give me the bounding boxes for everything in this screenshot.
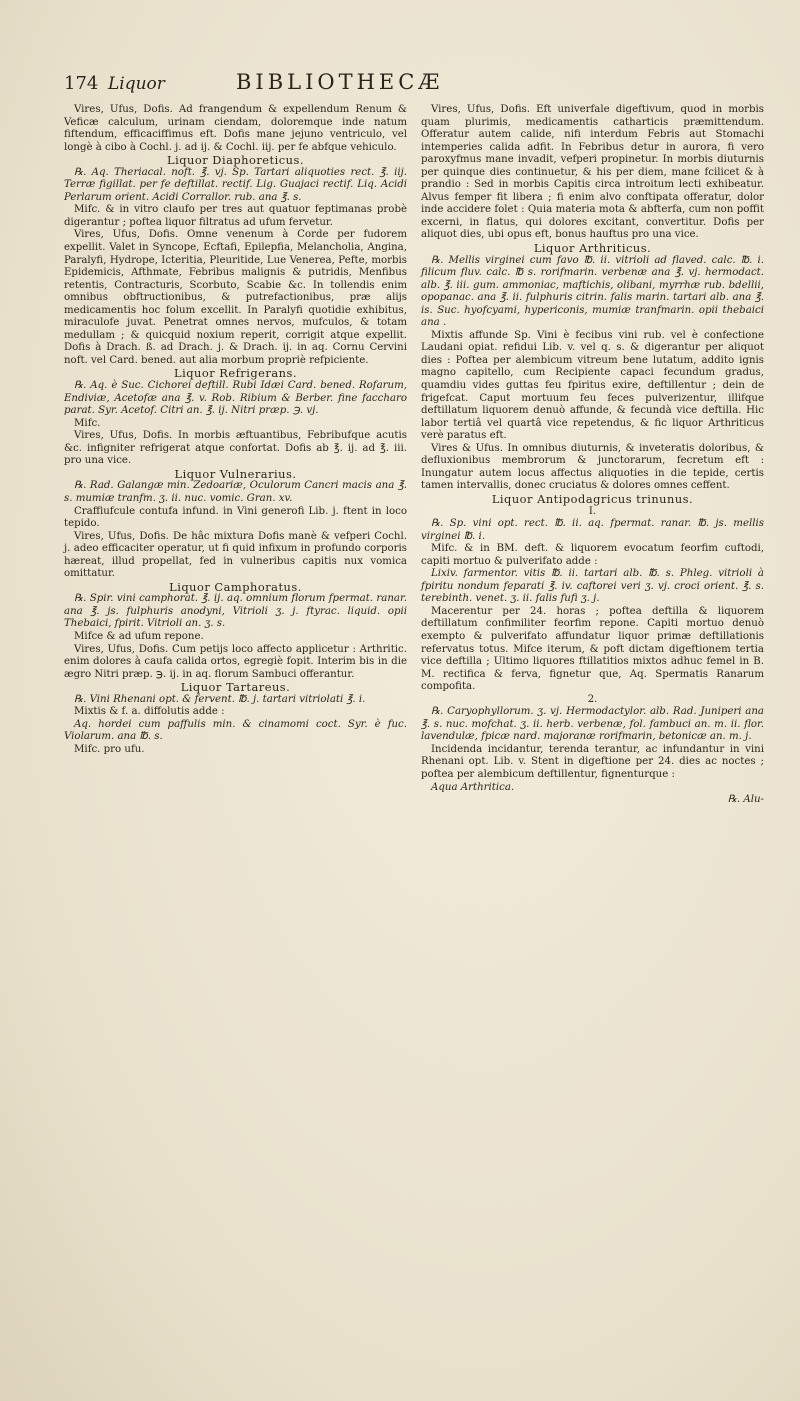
section-heading: Liquor Antipodagricus trinunus. [491,491,694,506]
recipe-paragraph: ℞. Sp. vini opt. rect. ℔. ii. aq. fpermat. ranar. ℔. js. mellis virginei ℔. i. [421,518,764,542]
recipe-number: 2. [587,693,598,705]
recipe-paragraph: ℞. Rad. Galangæ min. Zedoariæ, Oculorum Cancri macis ana ℥. s. mumiæ tranfm. ʒ. ii. nuc. vomic. Gran. xv. [64,480,407,504]
page-header [64,70,772,100]
section-heading: Liquor Refrigerans. [174,366,297,381]
body-paragraph: Mifce & ad ufum repone. [74,630,204,642]
section-heading: Liquor Camphoratus. [169,579,302,594]
body-paragraph: Mifc. [74,417,101,429]
section-heading: Liquor Tartareus. [180,680,291,695]
body-paragraph: Mifc. & in vitro claufo per tres aut quatuor feptimanas probè digerantur ; poftea liquor filtratus ad ufum fervetur. [64,204,407,228]
catchword: ℞. Alu- [727,794,764,806]
recipe-paragraph: ℞. Vini Rhenani opt. & fervent. ℔. j. tartari vitriolati ℥. i. [74,693,366,705]
section-heading: Liquor Diaphoreticus. [167,153,304,168]
body-paragraph: Vires, Ufus, Dofis. Ad frangendum & expellendum Renum & Veficæ calculum, urinam ciendam, doloremque inde natum fiftendum, efficaciffimus eft. Dofis mane jejuno ventriculo, vel longè à cibo à Cochl. j. ad ij. & Cochl. iij. per fe abfque vehiculo. [64,104,407,153]
recipe-paragraph: ℞. Spir. vini camphorat. ℥. ij. aq. omnium florum fpermat. ranar. ana ℥. js. fulphuris anodyni, Vitrioli ʒ. j. ftyrac. liquid. opii Thebaici, fpirit. Vitrioli an. ʒ. s. [64,593,407,630]
body-paragraph: Mifc. & in BM. deft. & liquorem evocatum feorfim cuftodi, capiti mortuo & pulverifato adde : [421,543,764,567]
recipe-paragraph: ℞. Aq. è Suc. Cichorei deftill. Rubi Idæi Card. bened. Rofarum, Endiviæ, Acetofæ ana ℥. v. Rob. Ribium & Berber. fine faccharo parat. Syr. Acetof. Citri an. ℥. ij. Nitri præp. ℈. vj. [64,380,407,417]
recipe-paragraph: ℞. Aq. Theriacal. noft. ℥. vj. Sp. Tartari aliquoties rect. ℥. iij. Terræ figillat. per fe deftillat. rectif. Lig. Guajaci rectif. Liq. Acidi Perlarum orient. Acidi Corrallor. rub. ana ℥. s. [64,166,407,203]
body-paragraph: Macerentur per 24. horas ; poftea deftilla & liquorem deftillatum confimiliter feorfim repone. Capiti mortuo denuò exempto & pulverifato affundatur liquor primæ deftillationis refervatus totus. Mifce iterum, & poft dictam digeftionem tertia vice deftilla ; Ultimo liquores ftillatitios mixtos adhuc femel in B. M. rectifica & ferva, fignetur que, Aq. Spermatis Ranarum compofita. [421,605,764,693]
recipe-number: I. [588,505,597,517]
section-heading: Liquor Vulnerarius. [174,466,297,481]
body-paragraph: Vires, Ufus, Dofis. Eft univerfale digeftivum, quod in morbis quam plurimis, medicamentis catharticis præmittendum. Offeratur autem calide, nifi interdum Febris aut Stomachi intemperies calida adfit. In Febribus detur in aurora, fi vero paroxyfmus mane invadit, vefperi propinetur. In morbis diuturnis per quinque dies continuetur, & his per diem, mane fcilicet & à prandio : Sed in morbis Capitis circa introitum lecti exhibeatur. Alvus femper fit libera ; fi enim alvo conftipata offeratur, dolor inde accidere folet : Quia materia mota & abfterfa, cum non poffit excerni, in flatus, qui dolores excitant, convertitur. Dofis per aliquot dies, ubi opus eft, bonus hauftus pro una vice. [421,104,764,241]
recipe-paragraph: Lixiv. farmentor. vitis ℔. ii. tartari alb. ℔. s. Phleg. vitrioli à fpiritu nondum feparati ℥. iv. caftorei veri ʒ. vj. croci orient. ℥. s. terebinth. venet. ʒ. ii. falis fufi ʒ. j. [421,568,764,605]
body-paragraph: Incidenda incidantur, terenda terantur, ac infundantur in vini Rhenani opt. Lib. v. Stent in digeftione per 24. dies ac noctes ; poftea per alembicum deftillentur, fignenturque : [421,743,764,780]
running-title: BIBLIOTHECÆ [236,70,444,94]
recipe-paragraph: ℞. Caryophyllorum. ʒ. vj. Hermodactylor. alb. Rad. Juniperi ana ℥. s. nuc. mofchat. ʒ. ii. herb. verbenæ, fol. fambuci an. m. ii. flor. lavendulæ, fpicæ nard. majoranæ rorifmarin, betonicæ an. m. j. [421,706,764,743]
left-column [64,104,407,807]
page-number: 174 [64,73,99,94]
body-paragraph: Vires, Ufus, Dofis. Omne venenum à Corde per fudorem expellit. Valet in Syncope, Ecftafi, Epilepfia, Melancholia, Angina, Paralyfi, Hydrope, Icteritia, Pleuritide, Lue Venerea, Pefte, morbis Epidemicis, Afthmate, Febribus malignis & putridis, Menfibus retentis, Contracturis, Scorbuto, Scabie &c. In tollendis enim omnibus obftructionibus, & putrefactionibus, præ alijs medicamentis hoc folum excellit. In Paralyfi quotidie exhibitus, miraculofe juvat. Penetrat omnes nervos, mufculos, & totam medullam ; & quicquid noxium reperit, corrigit atque expellit. Dofis à Drach. ß. ad Drach. j. & Drach. ij. in aq. Cornu Cervini noft. vel Card. bened. aut alia morbum propriè refpiciente. [64,229,407,366]
headword: Liquor [108,74,165,94]
body-paragraph: Vires, Ufus, Dofis. Cum petijs loco affecto applicetur : Arthritic. enim dolores à caufa calida ortos, egregiè fopit. Interim bis in die ægro Nitri præp. ℈. ij. in aq. florum Sambuci offerantur. [64,643,407,680]
right-column [421,104,764,807]
body-paragraph: Mixtis & f. a. diffolutis adde : [74,706,225,718]
body-paragraph: Craffiufcule contufa infund. in Vini generofi Lib. j. ftent in loco tepido. [64,505,407,530]
section-heading: Liquor Arthriticus. [533,241,652,256]
recipe-paragraph: Aqua Arthritica. [431,781,515,793]
body-paragraph: Mixtis affunde Sp. Vini è fecibus vini rub. vel è confectione Laudani opiat. refidui Lib. v. vel q. s. & digerantur per aliquot dies : Poftea per alembicum vitreum bene lutatum, addito ignis magno capitello, cum Recipiente capaci fecundum gradus, quamdiu vides guttas feu fpiritus exire, deftillentur ; dein de frigefcat. Caput mortuum feu feces pulverizentur, illifque deftillatum liquorem denuò affunde, & fecundà vice deftilla. Hic labor tertiâ vel quartâ vice repetendus, & fic liquor Arthriticus verè paratus eft. [421,329,764,442]
body-paragraph: Mifc. pro ufu. [74,743,145,755]
body-paragraph: Vires & Ufus. In omnibus diuturnis, & inveteratis doloribus, & defluxionibus membrorum & junctorarum, fecretum eft : Inungatur autem locus affectus aliquoties in die tepide, certis tamen intervallis, donec cruciatus & dolores omnes ceffent. [421,442,764,492]
body-paragraph: Vires, Ufus, Dofis. De hâc mixtura Dofis manè & vefperi Cochl. j. adeo efficaciter operatur, ut fi quid infixum in profundo corporis hæreat, illud propellat, fed in vulneribus capitis nux vomica omittatur. [64,530,407,580]
recipe-paragraph: Aq. hordei cum paffulis min. & cinamomi coct. Syr. è fuc. Violarum. ana ℔. s. [64,718,407,743]
text-columns [64,104,772,807]
recipe-paragraph: ℞. Mellis virginei cum favo ℔. ii. vitrioli ad flaved. calc. ℔. i. filicum fluv. calc. ℔ s. rorifmarin. verbenæ ana ℥. vj. hermodact. alb. ℥. iii. gum. ammoniac, maftichis, olibani, myrrhæ rub. bdellii, opopanac. ana ℥. ii. fulphuris citrin. falis marin. tartari alb. ana ℥. is. Suc. hyofcyami, hypericonis, mumiæ tranfmarin. opii thebaici ana . [421,254,764,329]
body-paragraph: Vires, Ufus, Dofis. In morbis æftuantibus, Febribufque acutis &c. infigniter refrigerat atque confortat. Dofis ab ℥. ij. ad ℥. iii. pro una vice. [64,430,407,467]
